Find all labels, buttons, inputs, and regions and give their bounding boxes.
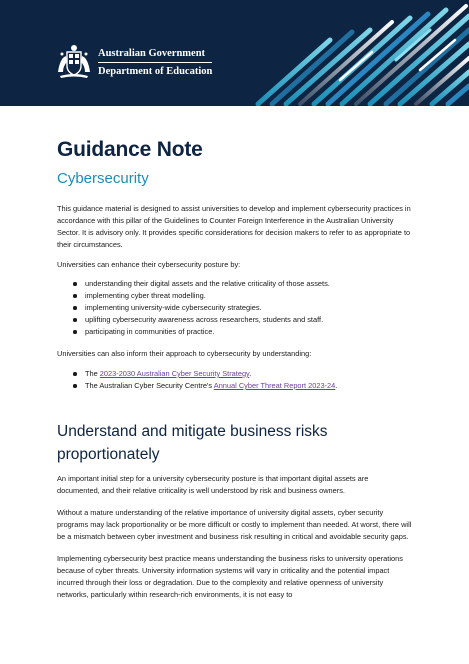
coat-of-arms-icon: [56, 42, 92, 82]
list-item: implementing university-wide cybersecurity strategies.: [57, 302, 413, 314]
link-suffix: .: [335, 381, 338, 390]
enhance-lead: Universities can enhance their cybersecurity posture by:: [57, 260, 241, 269]
page-subtitle: Cybersecurity: [57, 170, 149, 187]
list-item: [57, 368, 413, 380]
list-item: uplifting cybersecurity awareness across researchers, students and staff.: [57, 314, 413, 326]
document-body: [57, 138, 413, 601]
list-item: [57, 380, 413, 392]
gov-line2: Department of Education: [98, 65, 213, 77]
threat-report-link[interactable]: Annual Cyber Threat Report 2023-24: [213, 381, 336, 390]
link-suffix: .: [249, 369, 252, 378]
paragraph-initial-step: An important initial step for a university cybersecurity posture is that important digital assets are documented, and their relative criticality is well understood by risk and business owners.: [57, 474, 369, 495]
link-prefix: The: [85, 369, 100, 378]
list-item: participating in communities of practice.: [57, 326, 413, 338]
header-banner: [0, 0, 469, 106]
link-prefix: The Australian Cyber Security Centre's: [85, 381, 214, 390]
resources-list: [57, 368, 413, 392]
cyber-strategy-link[interactable]: 2023-2030 Australian Cyber Security Strategy: [99, 369, 250, 378]
government-logo: [56, 42, 212, 82]
paragraph-without: Without a mature understanding of the relative importance of university digital assets, cyber security programs may lack proportionality or be more difficult or costly to implement than needed. At worst, there will be a mismatch between cyber investment and business risk resulting in critical and avoidable security gaps.: [57, 508, 412, 541]
list-item: implementing cyber threat modelling.: [57, 290, 413, 302]
intro-paragraph: This guidance material is designed to assist universities to develop and implement cybersecurity practices in accordance with this pillar of the Guidelines to Counter Foreign Interference in the Australian University Sector. It is advisory only. It provides specific considerations for decision makers to refer to as appropriate to their circumstances.: [57, 204, 411, 249]
page-title: Guidance Note: [57, 138, 203, 161]
list-item: understanding their digital assets and the relative criticality of those assets.: [57, 278, 413, 290]
gov-line1: Australian Government: [98, 47, 212, 63]
paragraph-implement: Implementing cybersecurity best practice means understanding the business risks to university operations because of cyber threats. University information systems will vary in criticality and the potential impact incurred through their loss or degradation. Due to the complexity and relative openness of university networks, particularly within research-rich environments, it is not easy to: [57, 554, 403, 599]
inform-lead: Universities can also inform their approach to cybersecurity by understanding:: [57, 349, 312, 358]
enhance-list: [57, 278, 413, 338]
section-heading: Understand and mitigate business risks proportionately: [57, 423, 328, 463]
